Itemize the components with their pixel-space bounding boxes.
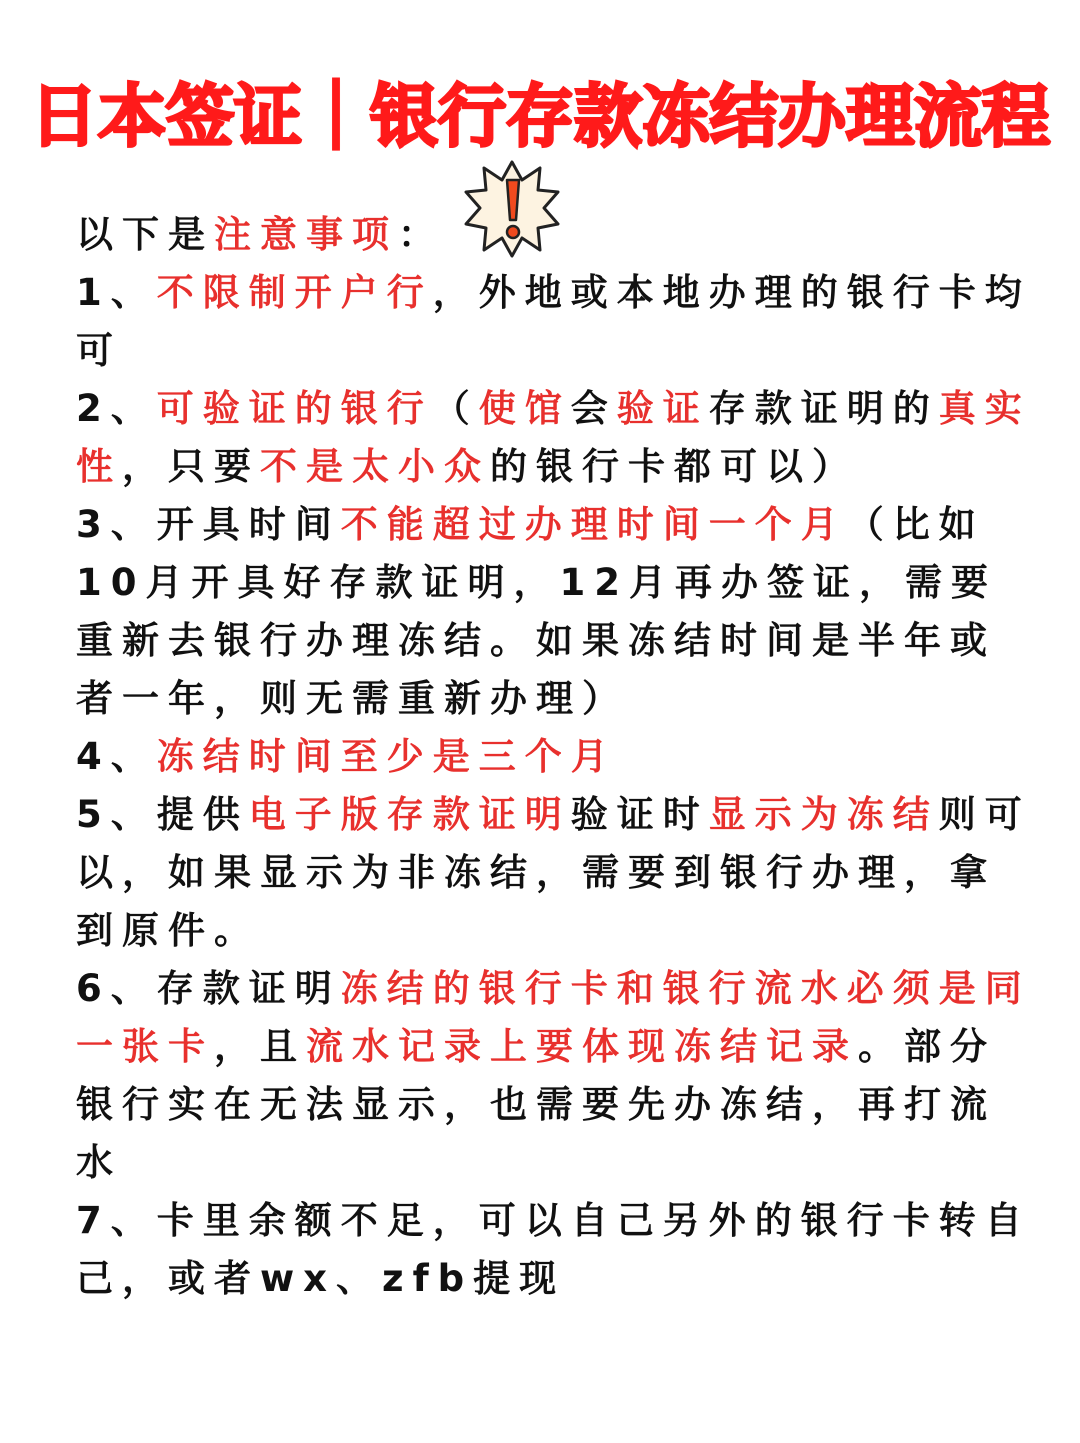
intro-line: 以下是注意事项： [76,213,444,256]
list-item: 2、可验证的银行（使馆会验证存款证明的真实性，只要不是太小众的银行卡都可以） [76,387,1031,488]
notes-content [76,206,1036,1308]
list-item: 4、冻结时间至少是三个月 [76,735,617,778]
page-title: 日本签证｜银行存款冻结办理流程 [29,78,1050,157]
list-item: 7、卡里余额不足，可以自己另外的银行卡转自己，或者wx、zfb提现 [76,1199,1031,1300]
list-item: 3、开具时间不能超过办理时间一个月（比如10月开具好存款证明，12月再办签证，需要重新去银行办理冻结。如果冻结时间是半年或者一年，则无需重新办理） [76,503,997,720]
list-item: 1、不限制开户行，外地或本地办理的银行卡均可 [76,271,1031,372]
list-item: 5、提供电子版存款证明验证时显示为冻结则可以，如果显示为非冻结，需要到银行办理，拿到原件。 [76,793,1031,952]
list-item: 6、存款证明冻结的银行卡和银行流水必须是同一张卡，且流水记录上要体现冻结记录。部分银行实在无法显示，也需要先办冻结，再打流水 [76,967,1031,1184]
